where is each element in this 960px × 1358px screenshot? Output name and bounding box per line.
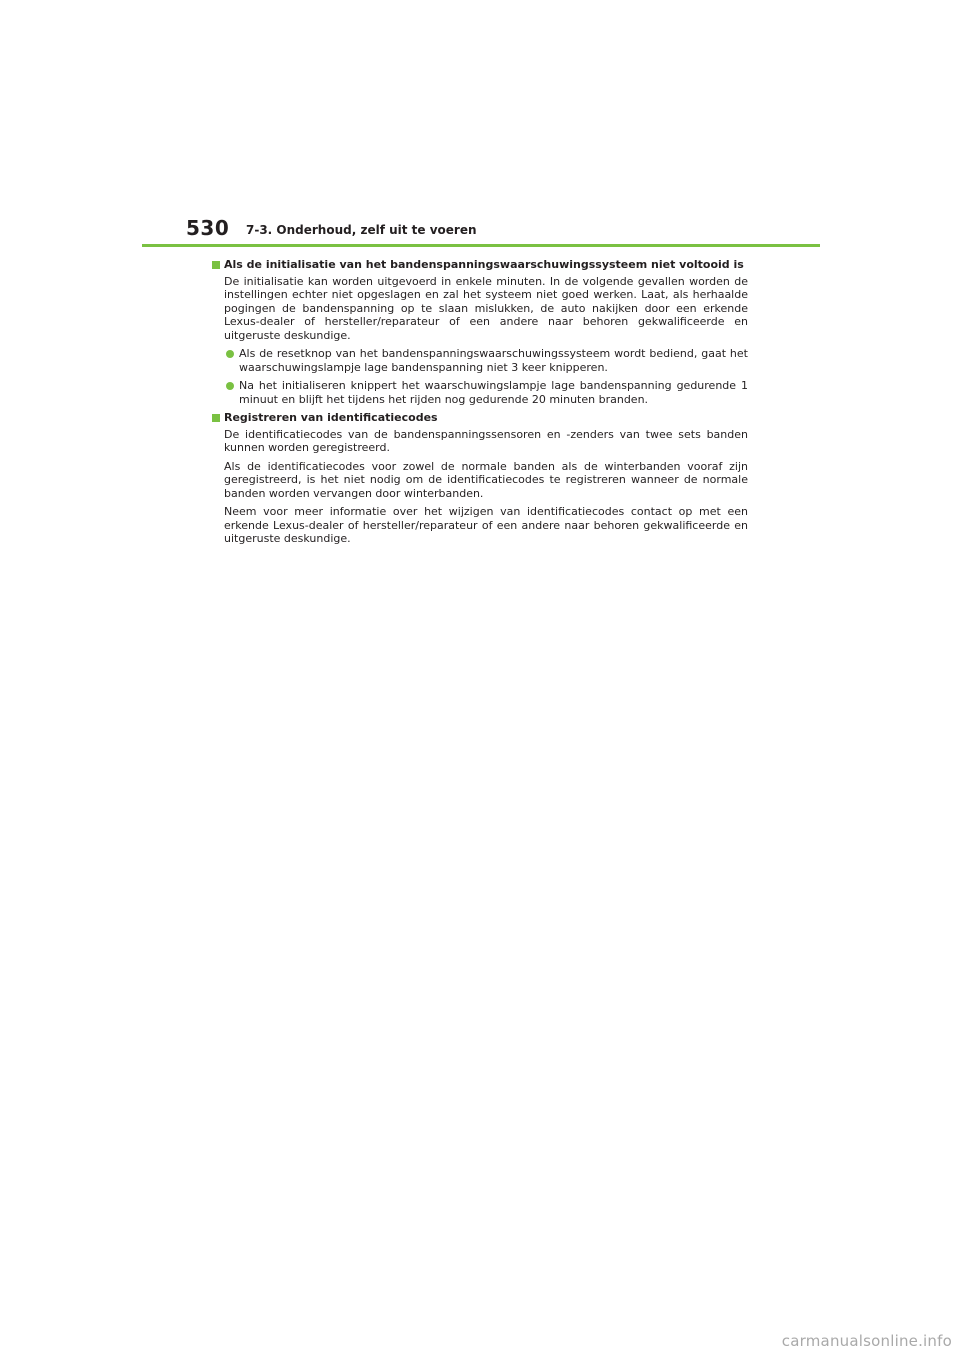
heading-initialization [212, 258, 748, 272]
round-bullet-icon [226, 350, 234, 358]
header-divider [142, 244, 820, 247]
bullet-text: Als de resetknop van het bandenspanningswaarschuwingssysteem wordt bediend, gaat het waarschuwingslampje lage bandenspanning niet 3 keer knipperen. [239, 347, 748, 374]
page-content [212, 258, 748, 551]
watermark: carmanualsonline.info [781, 1332, 952, 1350]
heading-text: Als de initialisatie van het bandenspanningswaarschuwingssysteem niet voltooid is [224, 258, 744, 271]
heading-text: Registreren van identificatiecodes [224, 411, 438, 424]
bullet-item [212, 347, 748, 374]
bullet-text: Na het initialiseren knippert het waarschuwingslampje lage bandenspanning gedurende 1 minuut en blijft het tijdens het rijden nog gedurende 20 minuten branden. [239, 379, 748, 406]
heading-registration [212, 411, 748, 425]
square-bullet-icon [212, 261, 220, 269]
round-bullet-icon [226, 382, 234, 390]
square-bullet-icon [212, 414, 220, 422]
paragraph: Als de identificatiecodes voor zowel de normale banden als de winterbanden vooraf zijn geregistreerd, is het niet nodig om de identificatiecodes te registreren wanneer de normale banden worden vervangen door winterbanden. [224, 459, 748, 500]
section-title: 7-3. Onderhoud, zelf uit te voeren [246, 223, 477, 237]
bullet-item [212, 379, 748, 406]
paragraph: De identificatiecodes van de bandenspanningssensoren en -zenders van twee sets banden kunnen worden geregistreerd. [224, 427, 748, 454]
paragraph: Neem voor meer informatie over het wijzigen van identificatiecodes contact op met een erkende Lexus-dealer of hersteller/reparateur of een andere naar behoren gekwalificeerde en uitgeruste deskundige. [224, 505, 748, 545]
paragraph: De initialisatie kan worden uitgevoerd in enkele minuten. In de volgende gevallen worden de instellingen echter niet opgeslagen en zal het systeem niet goed werken. Laat, als herhaalde pogingen de bandenspanning op te slaan mislukken, de auto nakijken door een erkende Lexus-dealer of hersteller/reparateur of een andere naar behoren gekwalificeerde en uitgeruste deskundige. [224, 274, 748, 342]
page-number: 530 [186, 216, 230, 240]
